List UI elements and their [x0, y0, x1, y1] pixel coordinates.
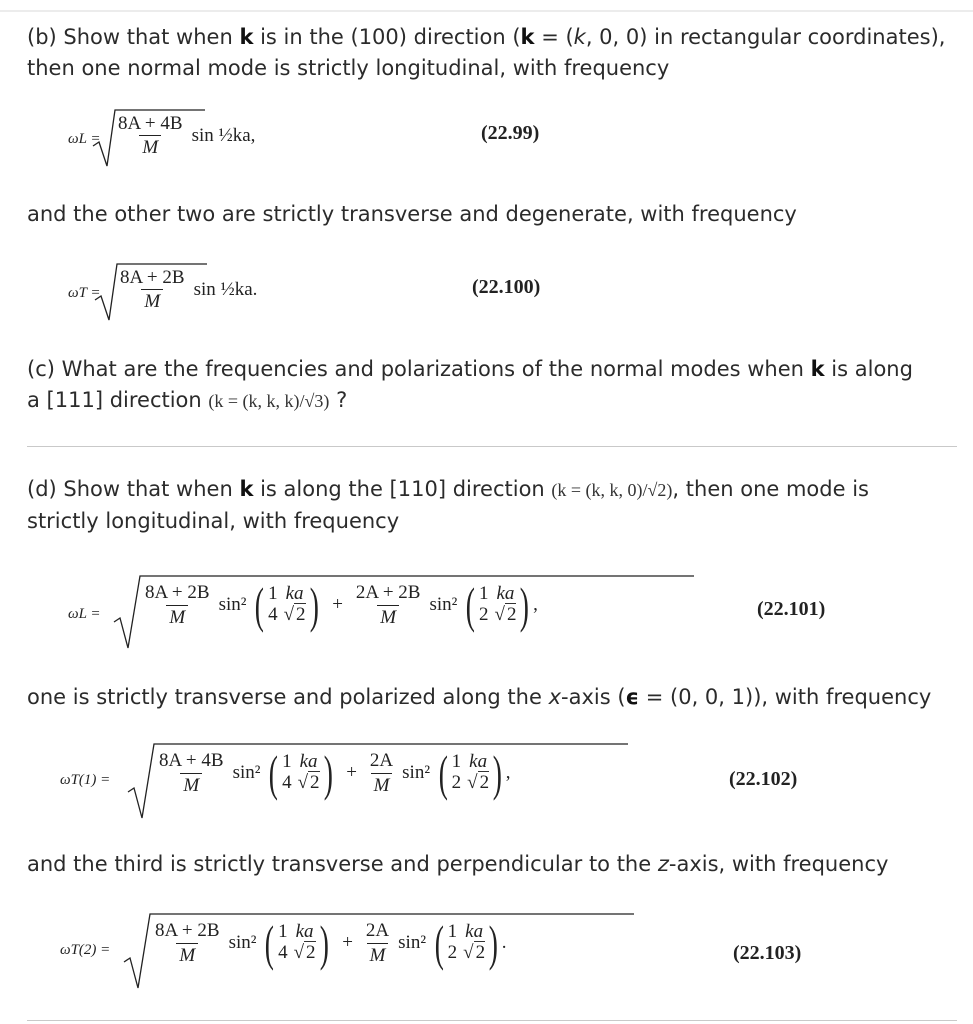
eq-lhs: ωT =: [68, 285, 101, 301]
eq-lhs: ωL =: [68, 131, 101, 147]
equation-number: (22.101): [757, 598, 826, 620]
equation-number: (22.100): [472, 276, 541, 298]
equation-22-103: [0, 908, 973, 992]
equation-22-101: [0, 572, 973, 652]
equation-22-102: [0, 738, 973, 822]
equation-22-99: [0, 104, 973, 174]
eq-lhs: ωL =: [68, 606, 101, 622]
radical: $\frac{8A + 4B}{M}$ sin² ( 1 ka 4 √ 2 ) + $\frac{2A}{M}$ sin² ( 1 ka 2 √ 2 ) ,: [128, 742, 648, 820]
equation-number: (22.99): [481, 122, 540, 144]
top-divider: [0, 10, 973, 12]
part-d-transverse-1: one is strictly transverse and polarized along the x-axis (ϵ = (0, 0, 1)), with frequency: [27, 685, 932, 709]
bottom-divider: [27, 1020, 957, 1021]
section-divider: [27, 446, 957, 447]
radical: $\frac{8A + 2B}{M}$ sin² ( 1 ka 4 √ 2 ) + $\frac{2A}{M}$ sin² ( 1 ka 2 √ 2 ) .: [124, 912, 644, 990]
equation-22-100: [0, 258, 973, 328]
equation-number: (22.102): [729, 768, 798, 790]
equation-number: (22.103): [733, 942, 802, 964]
eq-lhs: ωT(2) =: [60, 942, 111, 958]
part-d-transverse-2: and the third is strictly transverse and perpendicular to the z-axis, with frequency: [27, 852, 889, 876]
radical: $\frac{8A + 4B}{M}$ sin ½ka,: [93, 108, 283, 168]
part-b-after: and the other two are strictly transverse and degenerate, with frequency: [27, 202, 797, 226]
part-c-question: (c) What are the frequencies and polarizations of the normal modes when k is along a [111] direction (k = (k, k, k)/√3) ?: [27, 357, 913, 412]
eq-lhs: ωT(1) =: [60, 772, 111, 788]
radical: $\frac{8A + 2B}{M}$ sin² ( 1 ka 4 √ 2 ) + $\frac{2A + 2B}{M}$ sin² ( 1 ka 2 √ 2 ) ,: [114, 574, 704, 650]
part-b-intro: (b) Show that when k is in the (100) direction (k = (k, 0, 0) in rectangular coordinates), then one normal mode is strictly longitudinal, with frequency: [27, 25, 946, 80]
part-d-intro: (d) Show that when k is along the [110] direction (k = (k, k, 0)/√2), then one mode is strictly longitudinal, with frequency: [27, 477, 869, 533]
radical: $\frac{8A + 2B}{M}$ sin ½ka.: [95, 262, 285, 322]
